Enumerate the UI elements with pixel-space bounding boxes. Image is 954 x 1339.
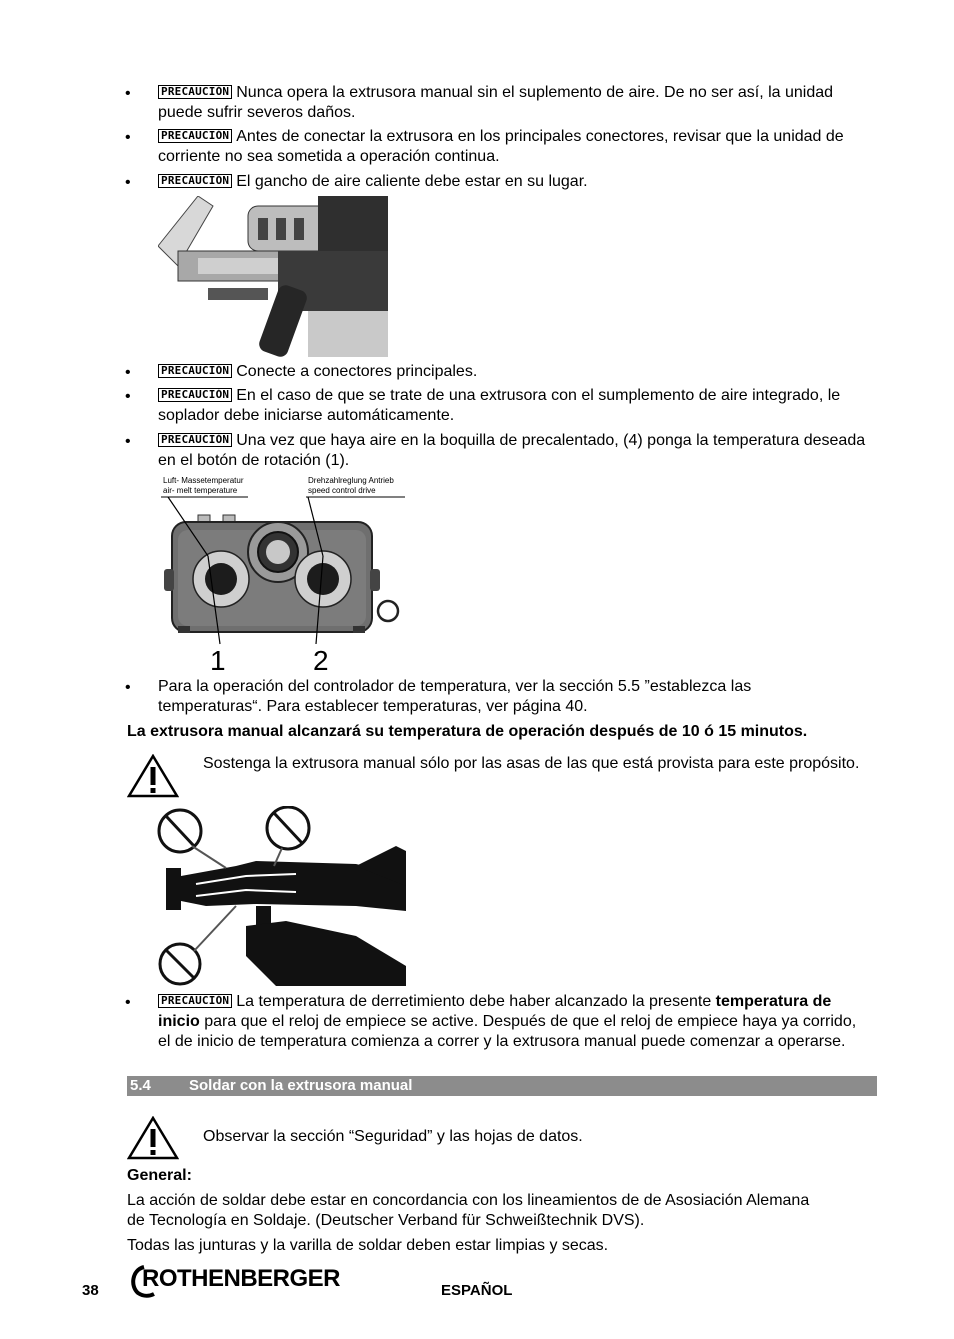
knob-number-2: 2 xyxy=(313,645,329,676)
page-number: 38 xyxy=(82,1282,99,1299)
bullet: • xyxy=(125,388,131,405)
bullet: • xyxy=(125,85,131,102)
bullet: • xyxy=(125,129,131,146)
caution-item-melt-temperature xyxy=(158,992,872,1052)
caution-badge: PRECAUCIÓN xyxy=(158,85,232,99)
caution-item-hook xyxy=(158,172,878,192)
label-air-melt-de: Luft- Massetemperatur xyxy=(163,476,244,485)
extruder-hook-photo xyxy=(158,196,388,357)
item-text: La temperatura de derretimiento debe haber alcanzado la presente xyxy=(236,993,716,1010)
warning-triangle-icon xyxy=(127,754,179,798)
item-text: para que el reloj de empiece se active. Después de que el reloj de empiece haya ya corrido, el de inicio de temperatura comienza a correr y la extrusora manual puede comenzar a operarse. xyxy=(158,1013,857,1050)
item-text: En el caso de que se trate de una extrusora con el sumplemento de aire integrado, le soplador debe iniciarse automáticamente. xyxy=(158,387,841,424)
warning-hold-handles: Sostenga la extrusora manual sólo por las asas de las que está provista para este propósito. xyxy=(203,755,860,772)
controller-item: Para la operación del controlador de temperatura, ver la sección 5.5 ”establezca las temperaturas“. Para establecer temperaturas, ver página 40. xyxy=(158,678,752,715)
knob-number-1: 1 xyxy=(210,645,226,676)
bullet: • xyxy=(125,364,131,381)
label-speed-en: speed control drive xyxy=(308,486,376,495)
item-text: El gancho de aire caliente debe estar en su lugar. xyxy=(236,173,588,190)
item-text: Antes de conectar la extrusora en los principales conectores, revisar que la unidad de corriente no sea sometida a operación continua. xyxy=(158,128,844,165)
label-speed-de: Drehzahlreglung Antrieb xyxy=(308,476,394,485)
caution-badge: PRECAUCIÓN xyxy=(158,433,232,447)
bullet: • xyxy=(125,679,131,696)
caution-item-check-power xyxy=(158,127,878,167)
caution-badge: PRECAUCIÓN xyxy=(158,174,232,188)
caution-item-blower xyxy=(158,386,878,426)
section-heading-bar xyxy=(127,1076,877,1096)
caution-item-connect xyxy=(158,362,878,382)
general-paragraph-1: La acción de soldar debe estar en concordancia con los lineamientos de de Asosiación Alemana de Tecnología en Soldaje. (Deutscher Verband für Schweißtechnik DVS). xyxy=(127,1192,810,1229)
brand-name: ROTHENBERGER xyxy=(142,1265,341,1292)
operation-time-note: La extrusora manual alcanzará su temperatura de operación después de 10 ó 15 minutos. xyxy=(127,723,808,740)
warning-triangle-icon xyxy=(127,1116,179,1160)
caution-badge: PRECAUCIÓN xyxy=(158,994,232,1008)
rothenberger-logo xyxy=(128,1264,360,1298)
item-text: Conecte a conectores principales. xyxy=(236,363,478,380)
item-text: Una vez que haya aire en la boquilla de precalentado, (4) ponga la temperatura deseada en el botón de rotación (1). xyxy=(158,432,866,469)
bullet: • xyxy=(125,174,131,191)
caution-badge: PRECAUCIÓN xyxy=(158,129,232,143)
bullet: • xyxy=(125,433,131,450)
general-heading: General: xyxy=(127,1167,192,1184)
handle-grip-illustration xyxy=(156,806,406,986)
control-panel-diagram xyxy=(158,474,408,679)
item-text: Nunca opera la extrusora manual sin el suplemento de aire. De no ser así, la unidad puede sufrir severos daños. xyxy=(158,84,834,121)
caution-badge: PRECAUCIÓN xyxy=(158,364,232,378)
general-paragraph-2: Todas las junturas y la varilla de soldar deben estar limpias y secas. xyxy=(127,1237,609,1254)
warning-see-safety: Observar la sección “Seguridad” y las hojas de datos. xyxy=(203,1128,583,1145)
caution-item-set-temperature xyxy=(158,431,878,471)
item-text-bold: temperatura de inicio xyxy=(158,993,832,1030)
section-number: 5.4 xyxy=(130,1077,151,1094)
language-label: ESPAÑOL xyxy=(441,1282,513,1299)
label-air-melt-en: air- melt temperature xyxy=(163,486,238,495)
bullet: • xyxy=(125,994,131,1011)
caution-badge: PRECAUCIÓN xyxy=(158,388,232,402)
caution-item-no-air xyxy=(158,83,878,123)
section-title: Soldar con la extrusora manual xyxy=(189,1077,413,1094)
